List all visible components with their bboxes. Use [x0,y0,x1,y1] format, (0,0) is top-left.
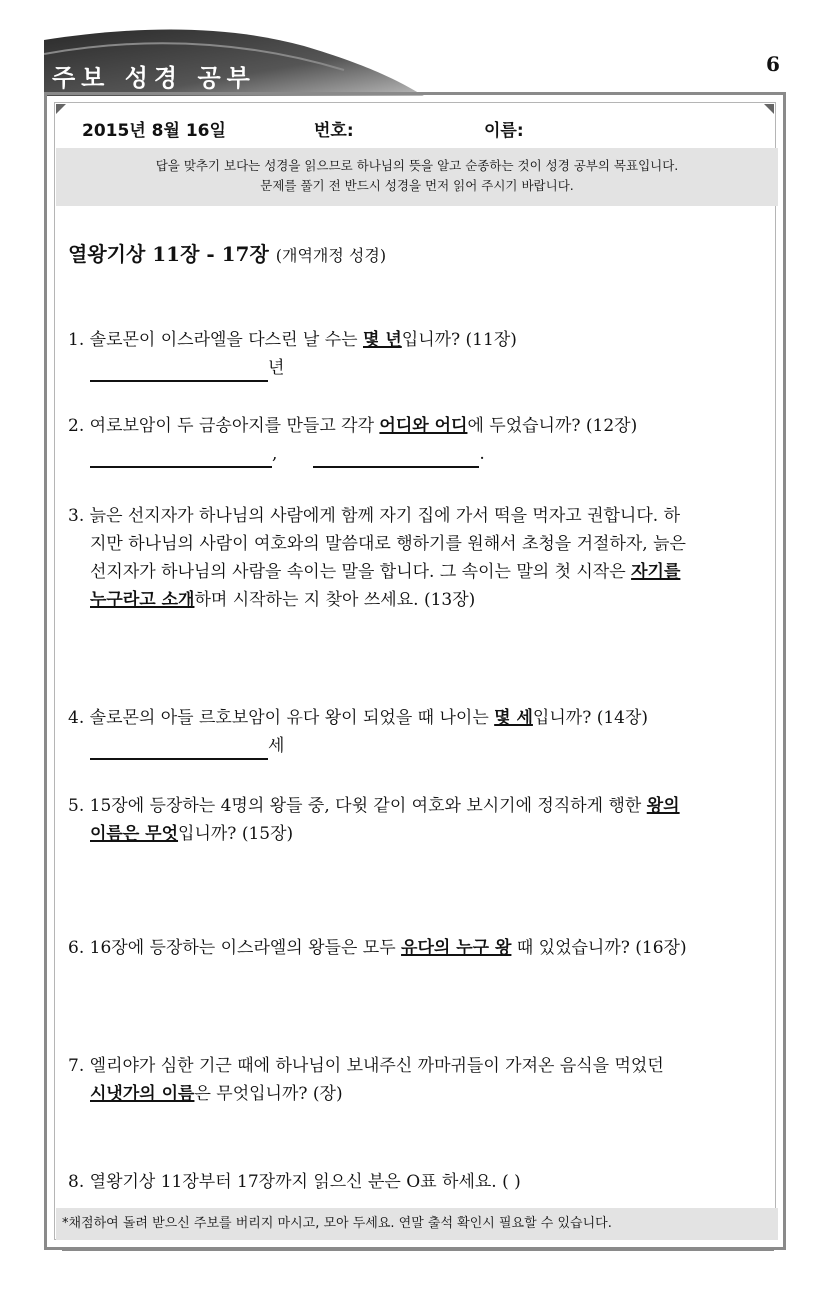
question-3 [68,502,768,614]
question-text: 솔로몬의 아들 르호보암이 유다 왕이 되었을 때 나이는 [89,708,495,728]
corner-ornament [56,104,66,114]
question-7 [68,1052,768,1108]
question-text: 때 있었습니까? (16장) [511,938,687,958]
page-number: 6 [766,52,780,76]
question-keyword: 유다의 누구 왕 [401,938,512,958]
answer-suffix: 세 [268,736,285,756]
name-label: 이름: [484,121,524,141]
question-text: 선지자가 하나님의 사람을 속이는 말을 합니다. 그 속이는 말의 첫 시작은 [90,562,632,582]
question-text: 엘리야가 심한 기근 때에 하나님이 보내주신 까마귀들이 가져온 음식을 먹었던 [89,1056,664,1076]
question-number: 5. [68,796,85,816]
question-text: 은 무엇입니까? (장) [194,1084,343,1104]
question-number: 1. [68,330,85,350]
answer-line[interactable] [90,358,268,382]
question-keyword: 시냇가의 이름 [90,1084,195,1104]
answer-separator: . [479,444,485,464]
question-text: 하며 시작하는 지 찾아 쓰세요. (13장) [194,590,476,610]
answer-separator: , [272,444,278,464]
question-text: 솔로몬이 이스라엘을 다스린 날 수는 [89,330,363,350]
question-number: 4. [68,708,85,728]
date-label: 2015년 8월 16일 [82,121,226,141]
question-8 [68,1168,768,1196]
question-keyword: 왕의 [646,796,680,816]
question-keyword: 어디와 어디 [379,416,468,436]
question-5 [68,792,768,848]
question-text: 16장에 등장하는 이스라엘의 왕들은 모두 [89,938,402,958]
chapter-heading [68,238,386,267]
question-text: 에 두었습니까? (12장) [467,416,638,436]
notice-line: 문제를 풀기 전 반드시 성경을 먼저 읽어 주시기 바랍니다. [260,178,574,193]
footer-note: *채점하여 돌려 받으신 주보를 버리지 마시고, 모아 두세요. 연말 출석 확인시 필요할 수 있습니다. [56,1208,778,1240]
question-keyword: 몇 년 [363,330,402,350]
question-text: 입니까? (14장) [532,708,649,728]
question-text: 입니까? (15장) [178,824,294,844]
question-text: 입니까? (11장) [401,330,517,350]
question-text: 15장에 등장하는 4명의 왕들 중, 다윗 같이 여호와 보시기에 정직하게 행한 [89,796,647,816]
header-title: 주보 성경 공부 [52,64,256,92]
question-number: 2. [68,416,85,436]
question-1 [68,326,768,382]
question-keyword: 이름은 무엇 [90,824,179,844]
question-text: 지만 하나님의 사람이 여호와의 말씀대로 행하기를 원해서 초청을 거절하자, 늙은 [90,534,686,554]
question-2 [68,412,768,468]
question-keyword: 몇 세 [494,708,533,728]
question-4 [68,704,768,760]
answer-line[interactable] [90,444,272,468]
question-keyword: 누구라고 소개 [90,590,195,610]
question-number: 7. [68,1056,85,1076]
question-6 [68,934,768,962]
corner-ornament [764,104,774,114]
question-text: 여로보암이 두 금송아지를 만들고 각각 [89,416,380,436]
question-number: 6. [68,938,85,958]
question-number: 8. [68,1172,85,1192]
answer-line[interactable] [313,444,479,468]
answer-suffix: 년 [268,358,285,378]
question-keyword: 자기를 [631,562,681,582]
chapter-title: 열왕기상 11장 - 17장 [68,242,269,266]
bottom-rule [62,1248,774,1251]
answer-line[interactable] [90,736,268,760]
question-number: 3. [68,506,85,526]
notice-line: 답을 맞추기 보다는 성경을 읽으므로 하나님의 뜻을 알고 순종하는 것이 성경 공부의 목표입니다. [155,158,679,173]
number-label: 번호: [314,121,354,141]
question-text: 열왕기상 11장부터 17장까지 읽으신 분은 O표 하세요. ( ) [89,1172,521,1192]
instruction-notice [56,148,778,206]
question-text: 늙은 선지자가 하나님의 사람에게 함께 자기 집에 가서 떡을 먹자고 권합니다. 하 [89,506,680,526]
bible-version: (개역개정 성경) [275,246,387,265]
